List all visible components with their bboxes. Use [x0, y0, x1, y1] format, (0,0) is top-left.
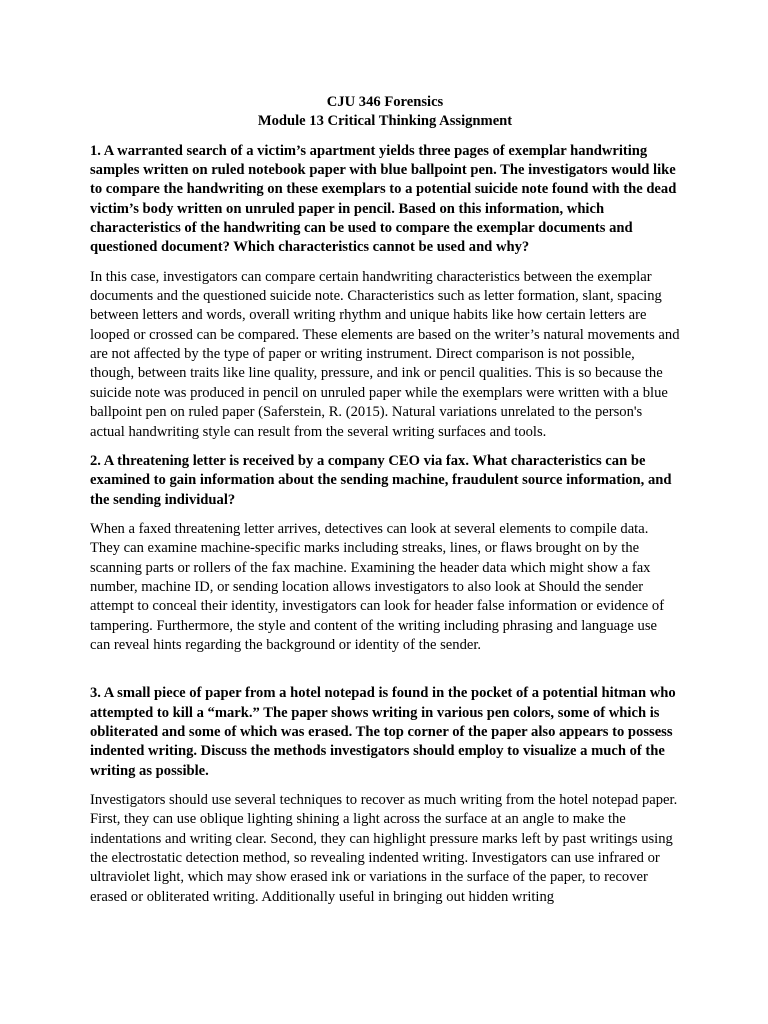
answer-1: In this case, investigators can compare certain handwriting characteristics between the exemplar documents and the questioned suicide note. Characteristics such as letter formation, slant, spacing between letters and words, overall writing rhythm and unique habits like how certain letters are looped or crossed can be compared. These elements are based on the writer’s natural movements and are not affected by the type of paper or writing instrument. Direct comparison is not possible, though, between traits like line quality, pressure, and ink or pencil qualities. This is so because the suicide note was produced in pencil on unruled paper while the exemplars were written with a blue ballpoint pen on ruled paper (Saferstein, R. (2015). Natural variations unrelated to the person's actual handwriting style can result from the several writing surfaces and tools. [90, 268, 680, 440]
assignment-title: Module 13 Critical Thinking Assignment [257, 113, 513, 130]
question-3: 3. A small piece of paper from a hotel notepad is found in the pocket of a potential hitman who attempted to kill a “mark.” The paper shows writing in various pen colors, some of which is obliterated and some of which was erased. The top corner of the paper also appears to possess indented writing. Discuss the methods investigators should employ to visualize a much of the writing as possible. [90, 685, 676, 779]
title-block [90, 93, 680, 132]
question-2: 2. A threatening letter is received by a company CEO via fax. What characteristics can be examined to gain information about the sending machine, fraudulent source information, and the sending individual? [90, 452, 672, 508]
course-title: CJU 346 Forensics [326, 94, 444, 110]
document-body [90, 93, 680, 917]
paragraph-spacer [90, 665, 680, 684]
question-1: 1. A warranted search of a victim’s apartment yields three pages of exemplar handwriting samples written on ruled notebook paper with blue ballpoint pen. The investigators would like to compare the handwriting on these exemplars to a potential suicide note found with the dead victim’s body written on unruled paper in pencil. Based on this information, which characteristics of the handwriting can be used to compare the exemplar documents and questioned document? Which characteristics cannot be used and why? [90, 142, 677, 256]
answer-2: When a faxed threatening letter arrives, detectives can look at several elements to compile data. They can examine machine-specific marks including streaks, lines, or flaws brought on by the scanning parts or rollers of the fax machine. Examining the header data which might show a fax number, machine ID, or sending location allows investigators to also look at Should the sender attempt to conceal their identity, investigators can look for header false information or evidence of tampering. Furthermore, the style and content of the writing including phrasing and language use can reveal hints regarding the background or identity of the sender. [90, 520, 665, 653]
answer-3: Investigators should use several techniques to recover as much writing from the hotel notepad paper. First, they can use oblique lighting shining a light across the surface at an angle to make the indentations and writing clear. Second, they can highlight pressure marks left by past writings using the electrostatic detection method, so revealing indented writing. Investigators can use infrared or ultraviolet light, which may show erased ink or variations in the surface of the paper, to recover erased or obliterated writing. Additionally useful in bringing out hidden writing [90, 792, 678, 905]
